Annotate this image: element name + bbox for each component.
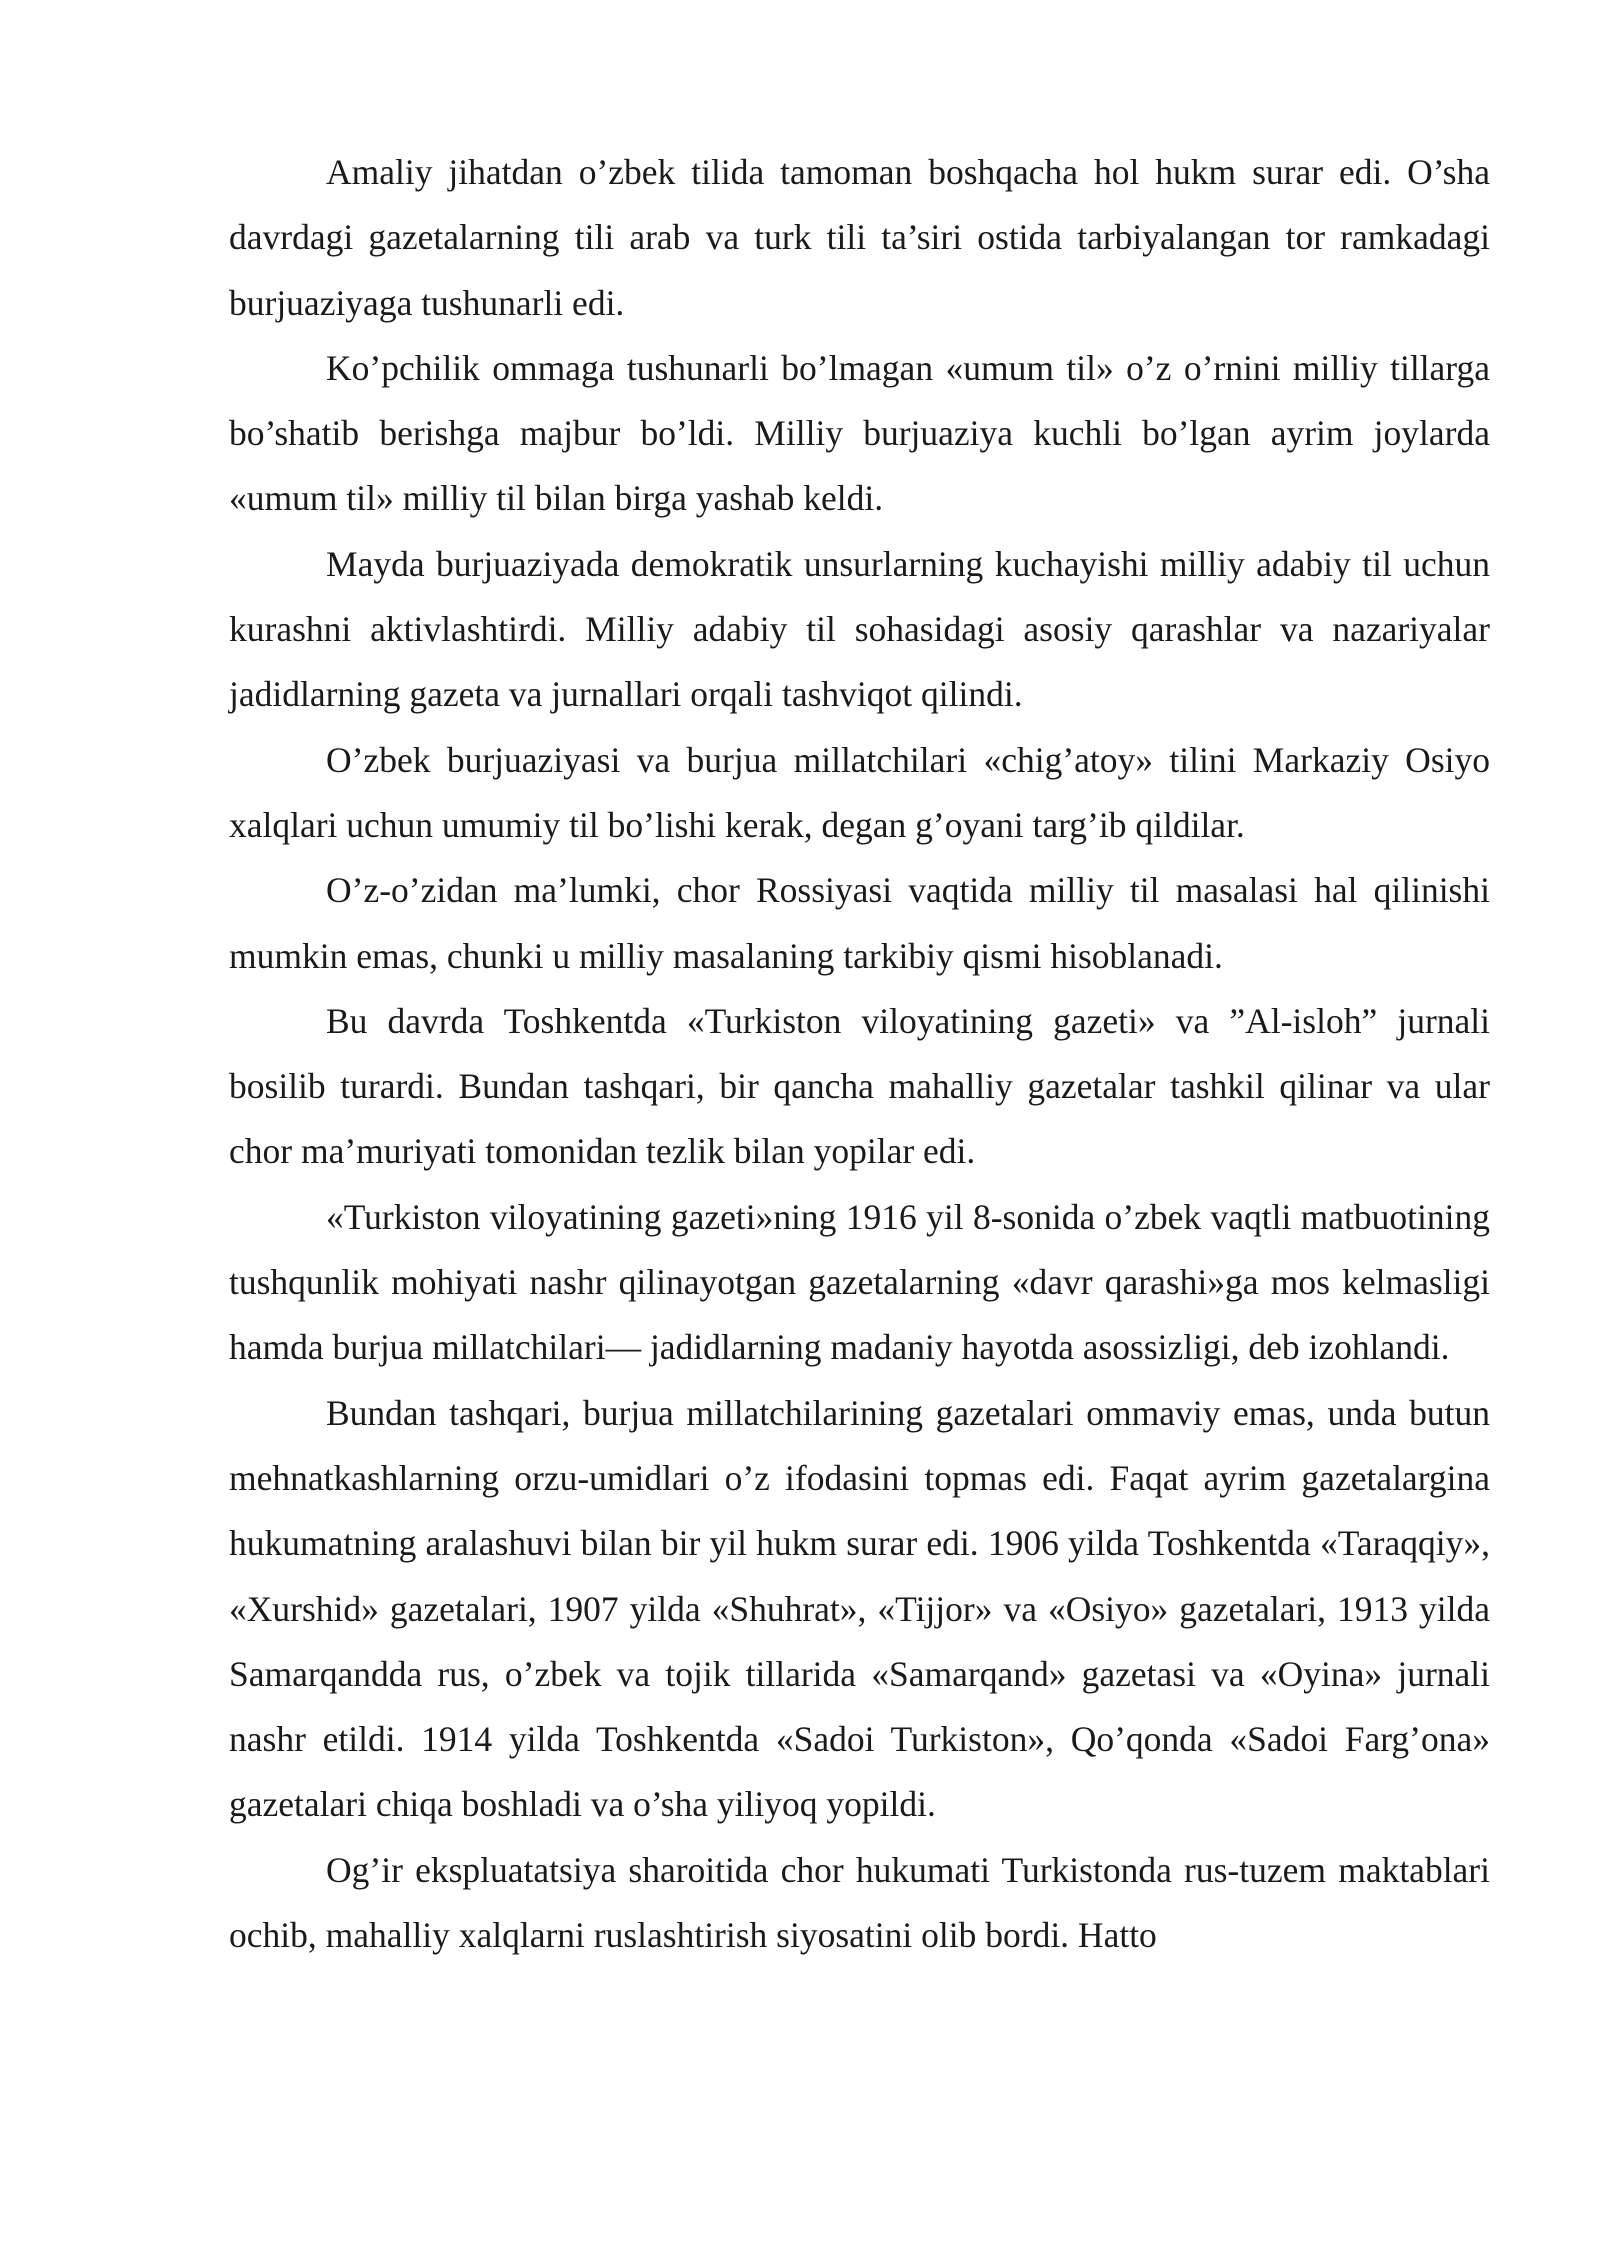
document-page xyxy=(229,140,1490,1968)
paragraph-8: Bundan tashqari, burjua millatchilarining gazetalari ommaviy emas, unda butun mehnatkashlarning orzu-umidlari o’z ifodasini topmas edi. Faqat ayrim gazetalargina hukumatning aralashuvi bilan bir yil hukm surar edi. 1906 yilda Toshkentda «Taraqqiy», «Xurshid» gazetalari, 1907 yilda «Shuhrat», «Tijjor» va «Osiyo» gazetalari, 1913 yilda Samarqandda rus, o’zbek va tojik tillarida «Samarqand» gazetasi va «Oyina» jurnali nashr etildi. 1914 yilda Toshkentda «Sadoi Turkiston», Qo’qonda «Sadoi Farg’ona» gazetalari chiqa boshladi va o’sha yiliyoq yopildi. xyxy=(229,1392,1490,1825)
paragraph-6: Bu davrda Toshkentda «Turkiston viloyatining gazeti» va ”Al-isloh” jurnali bosilib turardi. Bundan tashqari, bir qancha mahalliy gazetalar tashkil qilinar va ular chor ma’muriyati tomonidan tezlik bilan yopilar edi. xyxy=(229,1000,1490,1172)
paragraph-2: Ko’pchilik ommaga tushunarli bo’lmagan «umum til» o’z o’rnini milliy tillarga bo’shatib berishga majbur bo’ldi. Milliy burjuaziya kuchli bo’lgan ayrim joylarda «umum til» milliy til bilan birga yashab keldi. xyxy=(229,347,1490,519)
paragraph-7: «Turkiston viloyatining gazeti»ning 1916 yil 8-sonida o’zbek vaqtli matbuotining tushqunlik mohiyati nashr qilinayotgan gazetalarning «davr qarashi»ga mos kelmasligi hamda burjua millatchilari— jadidlarning madaniy hayotda asossizligi, deb izohlandi. xyxy=(229,1196,1490,1368)
paragraph-3: Mayda burjuaziyada demokratik unsurlarning kuchayishi milliy adabiy til uchun kurashni aktivlashtirdi. Milliy adabiy til sohasidagi asosiy qarashlar va nazariyalar jadidlarning gazeta va jurnallari orqali tashviqot qilindi. xyxy=(229,543,1490,715)
paragraph-4: O’zbek burjuaziyasi va burjua millatchilari «chig’atoy» tilini Markaziy Osiyo xalqlari uchun umumiy til bo’lishi kerak, degan g’oyani targ’ib qildilar. xyxy=(229,739,1490,845)
paragraph-5: O’z-o’zidan ma’lumki, chor Rossiyasi vaqtida milliy til masalasi hal qilinishi mumkin emas, chunki u milliy masalaning tarkibiy qismi hisoblanadi. xyxy=(229,870,1490,976)
paragraph-9: Og’ir ekspluatatsiya sharoitida chor hukumati Turkistonda rus-tuzem maktablari ochib, mahalliy xalqlarni ruslashtirish siyosatini olib bordi. Hatto xyxy=(229,1849,1490,1956)
paragraph-1: Amaliy jihatdan o’zbek tilida tamoman boshqacha hol hukm surar edi. O’sha davrdagi gazetalarning tili arab va turk tili ta’siri ostida tarbiyalangan tor ramkadagi burjuaziyaga tushunarli edi. xyxy=(229,152,1490,323)
